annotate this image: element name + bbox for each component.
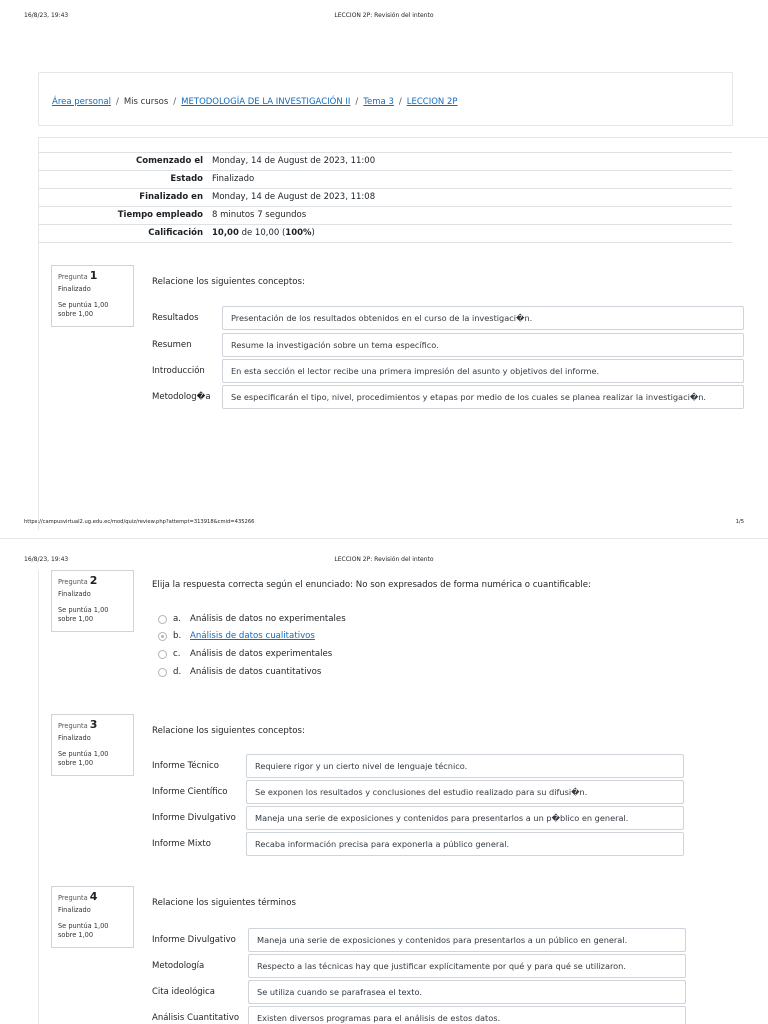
question-label: Pregunta xyxy=(58,578,88,586)
content-border xyxy=(38,570,39,1024)
summary-row-grade xyxy=(39,225,732,243)
summary-label: Estado xyxy=(39,171,208,189)
question-grade: Se puntúa 1,00 sobre 1,00 xyxy=(58,922,109,939)
match-answer-text: Presentación de los resultados obtenidos en el curso de la investigaci�n. xyxy=(231,313,533,323)
match-answer-select[interactable] xyxy=(222,333,744,357)
match-term: Informe Técnico xyxy=(152,761,219,771)
match-row xyxy=(152,832,684,856)
match-term: Cita ideológica xyxy=(152,987,215,997)
match-answer-select[interactable] xyxy=(248,954,686,978)
match-term: Resumen xyxy=(152,340,192,350)
breadcrumb-link-topic[interactable]: Tema 3 xyxy=(363,97,394,107)
summary-value: Monday, 14 de August de 2023, 11:00 xyxy=(208,153,732,171)
question-info-2 xyxy=(51,570,134,632)
match-answer-text: Se utiliza cuando se parafrasea el texto. xyxy=(257,987,422,997)
radio-button[interactable] xyxy=(158,650,167,659)
match-term: Informe Mixto xyxy=(152,839,211,849)
grade-percent: 100% xyxy=(285,228,312,238)
match-term: Informe Divulgativo xyxy=(152,813,236,823)
question-grade: Se puntúa 1,00 sobre 1,00 xyxy=(58,750,109,767)
match-answer-text: Maneja una serie de exposiciones y contenidos para presentarlos a un p�blico en general. xyxy=(255,813,629,823)
question-text-2: Elija la respuesta correcta según el enunciado: No son expresados de forma numérica o cuantificable: xyxy=(152,580,591,590)
question-state: Finalizado xyxy=(58,906,91,914)
question-text-4: Relacione los siguientes términos xyxy=(152,898,296,908)
question-label: Pregunta xyxy=(58,722,88,730)
option-letter: a. xyxy=(173,614,181,624)
question-info-3 xyxy=(51,714,134,776)
match-row xyxy=(152,806,684,830)
summary-row-completed xyxy=(39,189,732,207)
match-term: Informe Científico xyxy=(152,787,228,797)
summary-label: Comenzado el xyxy=(39,153,208,171)
summary-row-state xyxy=(39,171,732,189)
match-row xyxy=(152,385,742,409)
match-answer-text: En esta sección el lector recibe una primera impresión del asunto y objetivos del informe. xyxy=(231,366,600,376)
grade-score: 10,00 xyxy=(212,228,239,238)
breadcrumb-separator: / xyxy=(355,97,359,107)
print-title: LECCION 2P: Revisión del intento xyxy=(334,556,434,563)
radio-button[interactable] xyxy=(158,615,167,624)
breadcrumb xyxy=(52,97,458,107)
breadcrumb-item-mis-cursos: Mis cursos xyxy=(123,97,169,107)
print-datetime: 16/8/23, 19:43 xyxy=(24,12,69,19)
summary-row-time-taken xyxy=(39,207,732,225)
question-grade: Se puntúa 1,00 sobre 1,00 xyxy=(58,606,109,623)
match-answer-text: Se exponen los resultados y conclusiones del estudio realizado para su difusi�n. xyxy=(255,787,588,797)
breadcrumb-separator: / xyxy=(115,97,119,107)
match-answer-select[interactable] xyxy=(248,928,686,952)
match-answer-select[interactable] xyxy=(246,780,684,804)
question-text-3: Relacione los siguientes conceptos: xyxy=(152,726,305,736)
summary-value: Finalizado xyxy=(208,171,732,189)
match-row xyxy=(152,333,742,357)
question-state: Finalizado xyxy=(58,734,91,742)
match-row xyxy=(152,306,742,330)
question-number-value: 2 xyxy=(89,574,98,587)
match-answer-text: Existen diversos programas para el análisis de estos datos. xyxy=(257,1013,501,1023)
match-answer-text: Se especificarán el tipo, nivel, procedimientos y etapas por medio de los cuales se planea realizar la investigaci�n. xyxy=(231,392,707,402)
match-answer-text: Requiere rigor y un cierto nivel de lenguaje técnico. xyxy=(255,761,468,771)
match-answer-select[interactable] xyxy=(248,1006,686,1024)
attempt-summary-table xyxy=(39,152,732,243)
summary-value: 8 minutos 7 segundos xyxy=(208,207,732,225)
match-term: Introducción xyxy=(152,366,205,376)
print-page-2 xyxy=(0,548,768,1024)
breadcrumb-separator: / xyxy=(173,97,177,107)
summary-label: Tiempo empleado xyxy=(39,207,208,225)
question-info-4 xyxy=(51,886,134,948)
match-answer-select[interactable] xyxy=(222,359,744,383)
print-url: https://campusvirtual2.ug.edu.ec/mod/quiz/review.php?attempt=313918&cmid=435266 xyxy=(24,519,255,525)
option-text: Análisis de datos cualitativos xyxy=(190,631,315,641)
question-grade: Se puntúa 1,00 sobre 1,00 xyxy=(58,301,109,318)
page-break-divider xyxy=(0,538,768,539)
match-answer-text: Recaba información precisa para exponerla a público general. xyxy=(255,839,510,849)
match-term: Análisis Cuantitativo xyxy=(152,1013,240,1023)
option-text: Análisis de datos no experimentales xyxy=(190,614,346,624)
question-number xyxy=(58,271,128,282)
match-row xyxy=(152,954,686,978)
match-term: Metodología xyxy=(152,961,205,971)
match-answer-select[interactable] xyxy=(246,754,684,778)
print-title: LECCION 2P: Revisión del intento xyxy=(334,12,434,19)
summary-grade-value xyxy=(208,225,732,243)
match-row xyxy=(152,754,684,778)
option-letter: b. xyxy=(173,631,182,641)
match-row xyxy=(152,780,684,804)
match-answer-select[interactable] xyxy=(246,832,684,856)
print-page-number: 1/5 xyxy=(735,519,744,525)
breadcrumb-container xyxy=(38,72,733,126)
print-header xyxy=(0,556,768,566)
match-term: Metodolog�a xyxy=(152,392,211,402)
print-datetime: 16/8/23, 19:43 xyxy=(24,556,69,563)
question-state: Finalizado xyxy=(58,590,91,598)
option-letter: c. xyxy=(173,649,181,659)
question-number xyxy=(58,720,128,731)
match-row xyxy=(152,928,686,952)
match-answer-select[interactable] xyxy=(246,806,684,830)
match-row xyxy=(152,359,742,383)
radio-button[interactable] xyxy=(158,668,167,677)
breadcrumb-link-course[interactable]: METODOLOGÍA DE LA INVESTIGACIÓN II xyxy=(181,97,351,107)
option-text: Análisis de datos experimentales xyxy=(190,649,333,659)
match-answer-text: Respecto a las técnicas hay que justificar explícitamente por qué y para qué se utilizaron. xyxy=(257,961,626,971)
match-answer-select[interactable] xyxy=(222,385,744,409)
option-text: Análisis de datos cuantitativos xyxy=(190,667,322,677)
radio-button-checked[interactable] xyxy=(158,632,167,641)
match-answer-select[interactable] xyxy=(222,306,744,330)
match-term: Informe Divulgativo xyxy=(152,935,236,945)
match-answer-text: Maneja una serie de exposiciones y contenidos para presentarlos a un público en general. xyxy=(257,935,628,945)
summary-label: Finalizado en xyxy=(39,189,208,207)
summary-value: Monday, 14 de August de 2023, 11:08 xyxy=(208,189,732,207)
question-state: Finalizado xyxy=(58,285,91,293)
breadcrumb-link-area-personal[interactable]: Área personal xyxy=(52,97,111,107)
question-info-1 xyxy=(51,265,134,327)
match-answer-select[interactable] xyxy=(248,980,686,1004)
question-number-value: 1 xyxy=(89,269,98,282)
question-number xyxy=(58,576,128,587)
match-row xyxy=(152,980,686,1004)
breadcrumb-link-quiz[interactable]: LECCION 2P xyxy=(406,97,458,107)
grade-close: ) xyxy=(311,228,315,238)
question-number-value: 3 xyxy=(89,718,98,731)
question-number-value: 4 xyxy=(89,890,98,903)
option-letter: d. xyxy=(173,667,182,677)
print-header xyxy=(0,12,768,22)
summary-label: Calificación xyxy=(39,225,208,243)
question-number xyxy=(58,892,128,903)
match-row xyxy=(152,1006,686,1024)
question-text-1: Relacione los siguientes conceptos: xyxy=(152,277,305,287)
breadcrumb-separator: / xyxy=(398,97,402,107)
match-answer-text: Resume la investigación sobre un tema específico. xyxy=(231,340,439,350)
question-label: Pregunta xyxy=(58,894,88,902)
summary-row-started xyxy=(39,153,732,171)
grade-out-of: de 10,00 ( xyxy=(241,228,286,238)
match-term: Resultados xyxy=(152,313,199,323)
question-label: Pregunta xyxy=(58,273,88,281)
